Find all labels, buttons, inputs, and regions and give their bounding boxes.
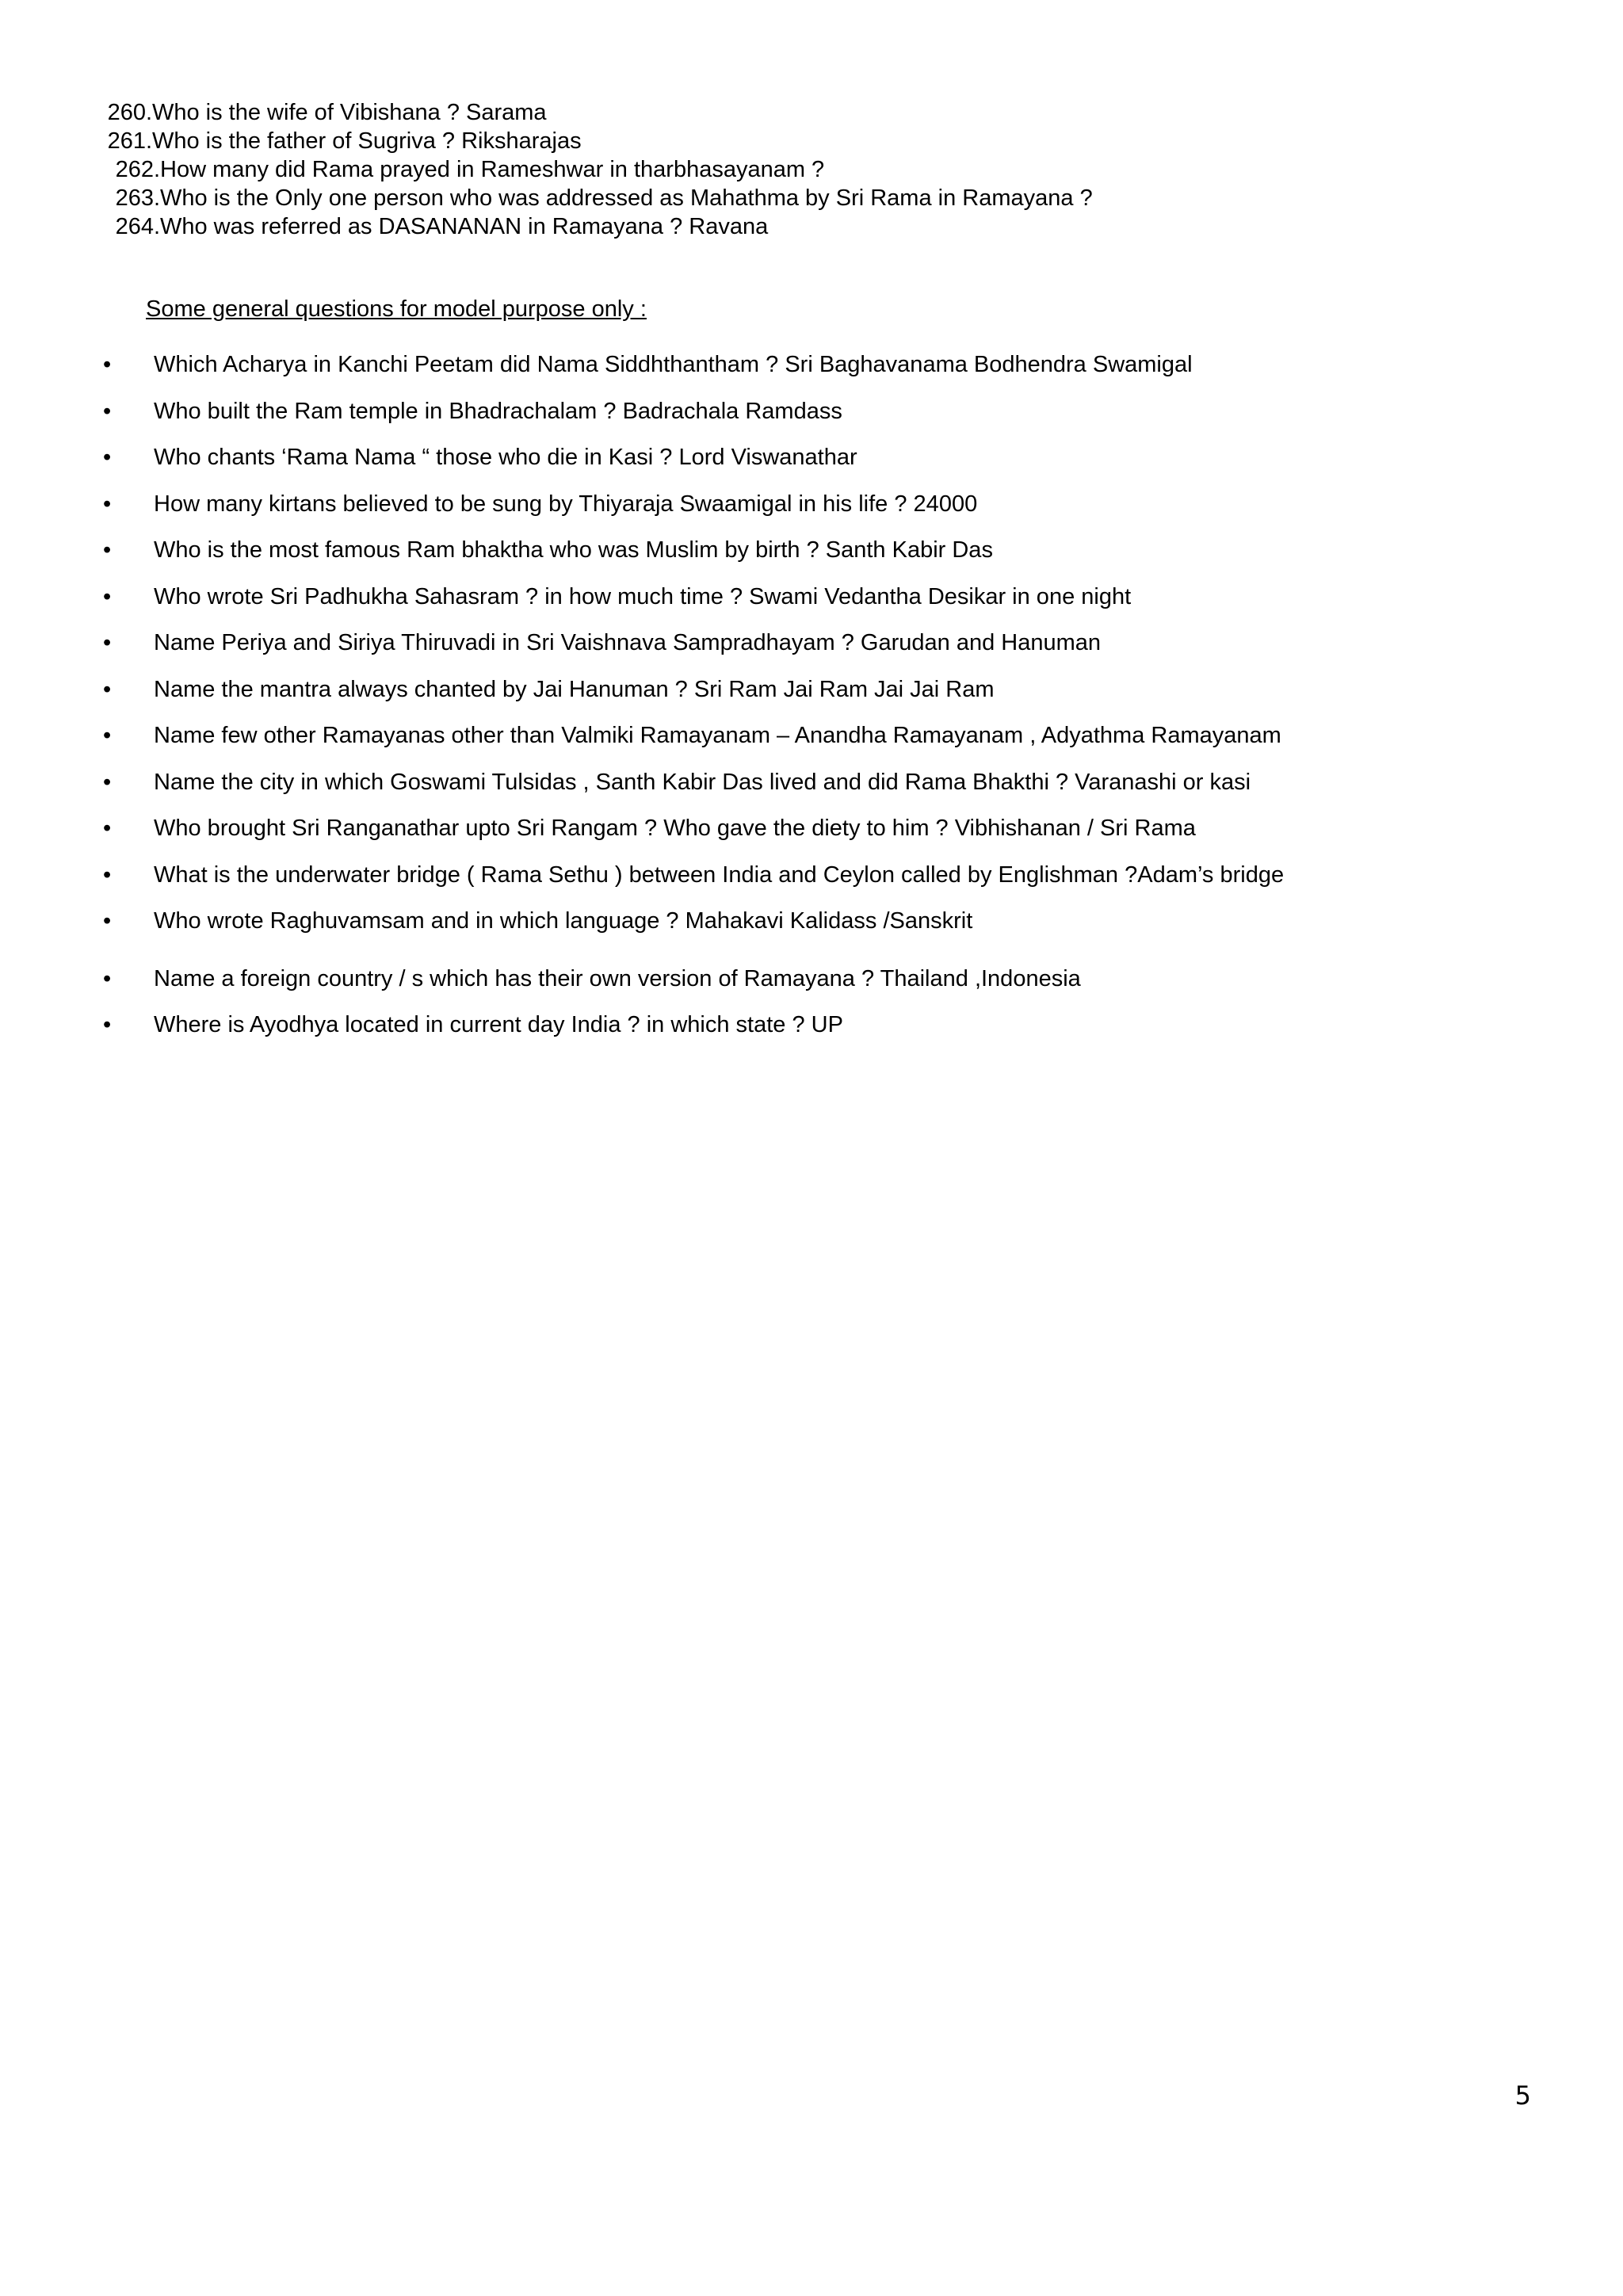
list-item-text: Who built the Ram temple in Bhadrachalam ? Badrachala Ramdass <box>154 398 842 424</box>
bullet-icon: • <box>103 398 112 424</box>
list-item <box>101 350 1568 397</box>
list-item <box>101 861 1568 907</box>
bullet-icon: • <box>103 491 112 517</box>
bullet-icon: • <box>103 445 112 470</box>
section-heading: Some general questions for model purpose only : <box>146 296 647 322</box>
numbered-question: 262 . How many did Rama prayed in Rameshwar in tharbhasayanam ? <box>95 155 1522 184</box>
numbered-question: 260 . Who is the wife of Vibishana ? Sarama <box>95 98 1522 127</box>
list-item-text: Where is Ayodhya located in current day India ? in which state ? UP <box>154 1012 843 1037</box>
list-item <box>101 443 1568 490</box>
numbered-question: 261 . Who is the father of Sugriva ? Riksharajas <box>95 127 1522 155</box>
bullet-icon: • <box>103 816 112 841</box>
list-item-text: How many kirtans believed to be sung by Thiyaraja Swaamigal in his life ? 24000 <box>154 491 978 517</box>
bullet-icon: • <box>103 965 112 991</box>
list-item-text: Name the mantra always chanted by Jai Hanuman ? Sri Ram Jai Ram Jai Jai Ram <box>154 676 995 702</box>
list-item-text: Who is the most famous Ram bhaktha who was Muslim by birth ? Santh Kabir Das <box>154 537 993 563</box>
bullet-icon: • <box>103 723 112 748</box>
question-text: Who is the Only one person who was addressed as Mahathma by Sri Rama in Ramayana ? <box>160 185 1093 211</box>
list-item <box>101 814 1568 861</box>
numbered-question: 264 . Who was referred as DASANANAN in Ramayana ? Ravana <box>95 212 1522 241</box>
list-item-text: Who wrote Sri Padhukha Sahasram ? in how much time ? Swami Vedantha Desikar in one night <box>154 583 1132 609</box>
question-text: How many did Rama prayed in Rameshwar in tharbhasayanam ? <box>160 157 825 182</box>
bullet-icon: • <box>103 861 112 888</box>
bullet-icon: • <box>103 630 112 655</box>
question-number: 262 <box>115 157 154 182</box>
numbered-question: 263 . Who is the Only one person who was addressed as Mahathma by Sri Rama in Ramayana ? <box>95 184 1522 212</box>
page-number: 5 <box>1514 2080 1531 2111</box>
list-item-text: Name few other Ramayanas other than Valmiki Ramayanam – Anandha Ramayanam , Adyathma Ramayanam <box>154 723 1281 748</box>
bullet-icon: • <box>103 676 112 702</box>
numbered-question-list <box>95 98 1522 241</box>
list-item-text: Which Acharya in Kanchi Peetam did Nama Siddhthantham ? Sri Baghavanama Bodhendra Swamigal <box>154 352 1193 377</box>
bullet-icon: • <box>103 1012 112 1037</box>
question-text: Who is the wife of Vibishana ? Sarama <box>152 100 547 125</box>
list-item <box>101 907 1568 953</box>
question-number: 260 <box>107 100 146 125</box>
list-item <box>101 583 1568 629</box>
bullet-icon: • <box>103 769 112 795</box>
list-item <box>101 721 1568 768</box>
list-item-text: Name the city in which Goswami Tulsidas , Santh Kabir Das lived and did Rama Bhakthi ? Varanashi or kasi <box>154 769 1251 795</box>
list-item-text: Name Periya and Siriya Thiruvadi in Sri Vaishnava Sampradhayam ? Garudan and Hanuman <box>154 630 1102 655</box>
question-text: Who was referred as DASANANAN in Ramayana ? Ravana <box>160 214 769 239</box>
list-item-text: Who wrote Raghuvamsam and in which language ? Mahakavi Kalidass /Sanskrit <box>154 908 973 934</box>
question-number: 261 <box>107 128 146 154</box>
list-item <box>101 1010 1568 1057</box>
list-item <box>101 768 1568 815</box>
general-question-list <box>101 350 1568 1057</box>
list-item <box>101 536 1568 583</box>
bullet-icon: • <box>103 908 112 934</box>
list-item <box>101 490 1568 537</box>
list-item <box>101 628 1568 675</box>
list-item <box>101 675 1568 722</box>
question-text: Who is the father of Sugriva ? Riksharajas <box>152 128 582 154</box>
bullet-icon: • <box>103 583 112 609</box>
question-number: 264 <box>115 214 154 239</box>
list-item-text: Name a foreign country / s which has their own version of Ramayana ? Thailand ,Indonesia <box>154 965 1081 991</box>
list-item-text: What is the underwater bridge ( Rama Sethu ) between India and Ceylon called by Englishman ?Adam’s bridge <box>154 861 1285 888</box>
list-item <box>101 965 1568 1011</box>
list-item-text: Who chants ‘Rama Nama “ those who die in Kasi ? Lord Viswanathar <box>154 445 857 470</box>
list-item <box>101 397 1568 444</box>
list-item-text: Who brought Sri Ranganathar upto Sri Rangam ? Who gave the diety to him ? Vibhishanan / Sri Rama <box>154 816 1196 841</box>
bullet-icon: • <box>103 537 112 563</box>
bullet-icon: • <box>103 352 112 377</box>
question-number: 263 <box>115 185 154 211</box>
